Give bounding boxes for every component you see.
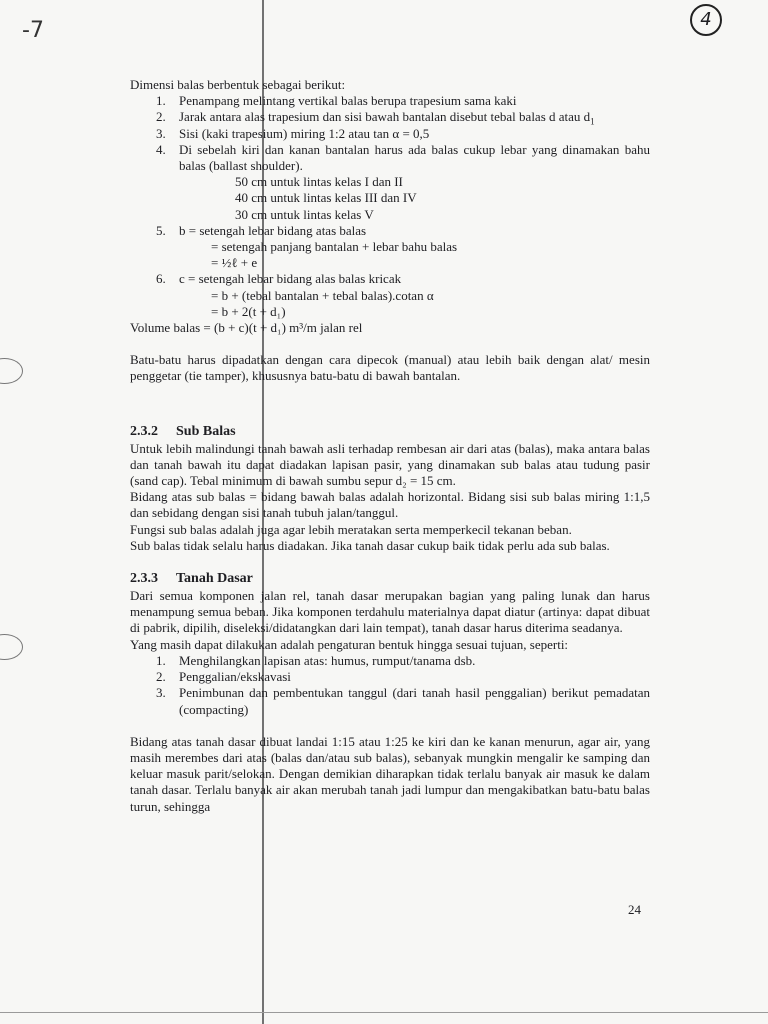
section-heading: 2.3.2 Sub Balas — [130, 423, 236, 439]
list-item: 1. Menghilangkan lapisan atas: humus, rumput/tanama dsb. — [156, 652, 476, 668]
list-item: 3. Sisi (kaki trapesium) miring 1:2 atau tan α = 0,5 — [156, 125, 430, 141]
page-number: 24 — [628, 902, 641, 917]
list-item: 6. c = setengah lebar bidang alas balas kricak = b + (tebal bantalan + tebal balas).cotan α = b + 2(t + d₁) — [156, 271, 434, 319]
paragraph: Fungsi sub balas adalah juga agar lebih meratakan serta memperkecil tekanan beban. — [130, 521, 572, 537]
paragraph: Batu-batu harus dipadatkan dengan cara dipecok (manual) atau lebih baik dengan alat/ mesin penggetar (tie tamper), khususnya batu-batu di bawah bantalan. — [130, 352, 650, 384]
paragraph: Dari semua komponen jalan rel, tanah dasar merupakan bagian yang paling lunak dan harus menampung semua beban. Jika komponen terdahulu materialnya dapat diatur (artinya: dapat dibuat di pabrik, dipilih, diseleksi/didatangkan dari lain tempat), tanah dasar harus diterima seadanya. — [130, 588, 650, 636]
circled-page-mark: 4 — [690, 4, 722, 36]
punch-hole-mark — [0, 634, 23, 660]
list-item: 2. Penggalian/ekskavasi — [156, 669, 291, 685]
punch-hole-mark — [0, 358, 23, 384]
paragraph: Bidang atas sub balas = bidang bawah balas adalah horizontal. Bidang sisi sub balas miring 1:1,5 dan sebidang dengan sisi tanah tubuh jalan/tanggul. — [130, 489, 650, 521]
list-item: 4. Di sebelah kiri dan kanan bantalan harus ada balas cukup lebar yang dinamakan bahu balas (ballast shoulder). 50 cm untuk lintas kelas I dan II 40 cm untuk lintas kelas III dan IV 30 cm untuk lintas kelas V — [156, 141, 650, 222]
list-item: 2. Jarak antara alas trapesium dan sisi bawah bantalan disebut tebal balas d atau $d_1$ — [156, 109, 595, 127]
list-item: 1. Penampang melintang vertikal balas berupa trapesium sama kaki — [156, 93, 517, 109]
corner-handwritten-mark: -7 — [22, 18, 44, 43]
paragraph: Yang masih dapat dilakukan adalah pengaturan bentuk hingga sesuai tujuan, seperti: — [130, 636, 569, 652]
volume-formula: Volume balas = (b + c)(t + d₁) m³/m jalan rel — [130, 320, 363, 336]
paragraph: Bidang atas tanah dasar dibuat landai 1:15 atau 1:25 ke kiri dan ke kanan menurun, agar air, yang masih merembes dari atas (balas dan/atau sub balas), sebanyak mungkin mengalir ke samping dan keluar masuk parit/selokan. Dengan demikian diharapkan tidak terlalu banyak air masuk ke dalam tanah dasar. Terlalu banyak air akan merubah tanah jadi lumpur dan mengakibatkan batu-batu balas turun, sehingga — [130, 733, 650, 814]
paragraph: Untuk lebih malindungi tanah bawah asli terhadap rembesan air dari atas (balas), maka antara balas dan tanah bawah itu dapat diadakan lapisan pasir, yang dinamakan sub balas atau tudung pasir (sand cap). Tebal minimum di bawah sumbu sepur d₂ = 15 cm. — [130, 440, 650, 489]
scan-bottom-edge — [0, 1012, 768, 1013]
list-item: 5. b = setengah lebar bidang atas balas = setengah panjang bantalan + lebar bahu balas = ½ℓ + e — [156, 222, 458, 271]
tanah-dasar-list — [130, 653, 650, 718]
list-item: 3. Penimbunan dan pembentukan tanggul (dari tanah hasil penggalian) berikut pemadatan (compacting) — [156, 685, 650, 717]
section-heading: 2.3.3 Tanah Dasar — [130, 571, 253, 587]
document-body — [130, 77, 650, 815]
dimension-list — [130, 93, 650, 320]
intro-text: Dimensi balas berbentuk sebagai berikut: — [130, 77, 346, 92]
paragraph: Sub balas tidak selalu harus diadakan. Jika tanah dasar cukup baik tidak perlu ada sub balas. — [130, 537, 610, 553]
